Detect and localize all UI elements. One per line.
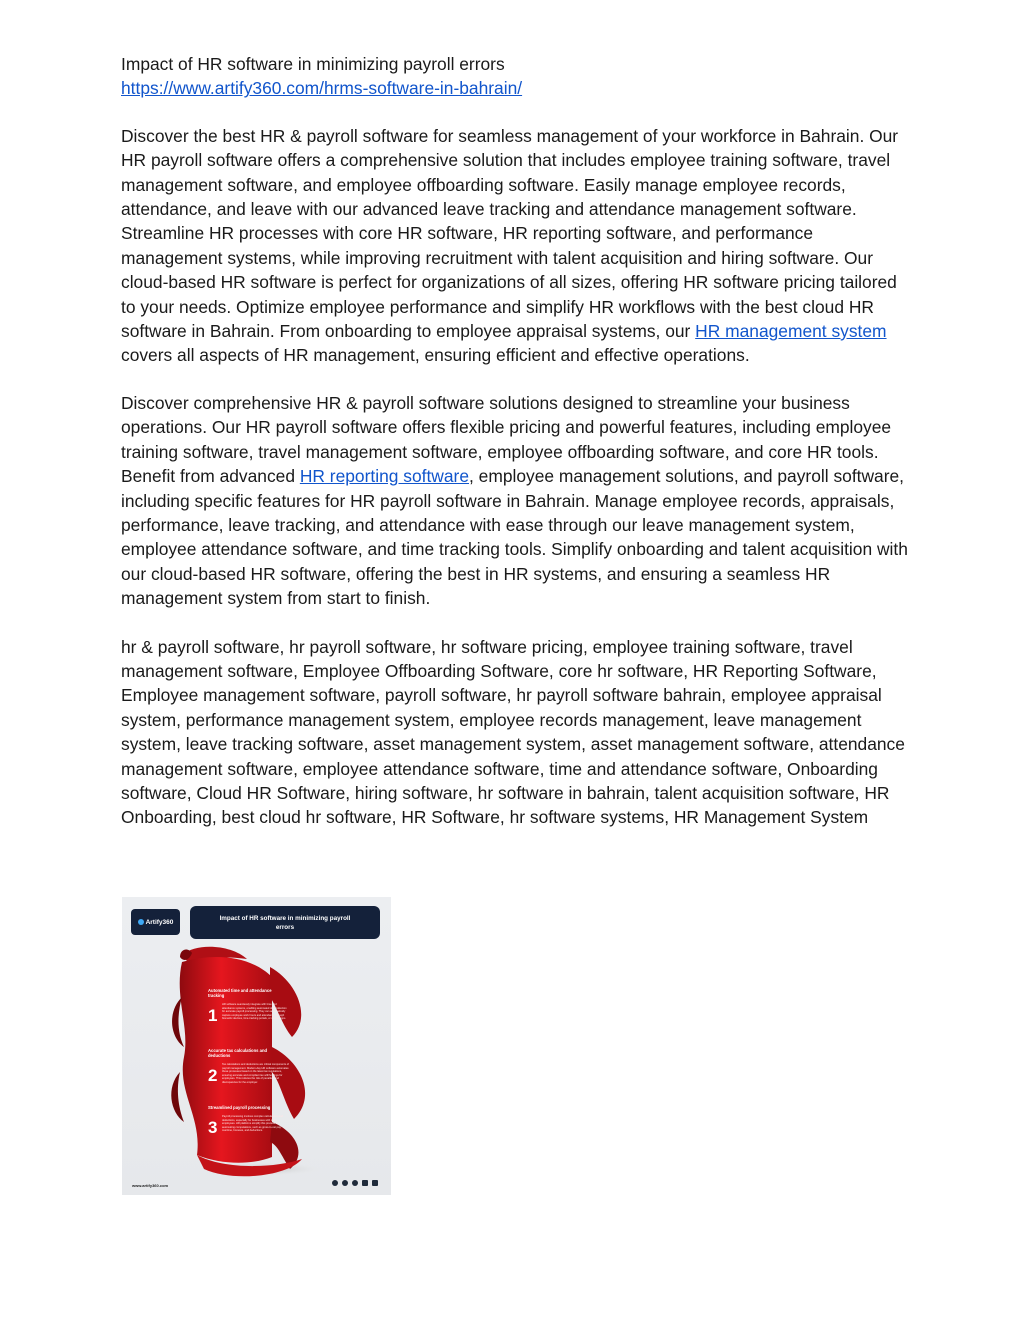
paragraph-1-text-b: covers all aspects of HR management, ensuring efficient and effective operations. (121, 345, 750, 366)
step-2-title: Accurate tax calculations and deductions (208, 1048, 268, 1058)
hr-reporting-software-link[interactable]: HR reporting software (299, 466, 469, 487)
step-1-number: 1 (208, 1006, 218, 1025)
step-1-title: Automated time and attendance tracking (208, 988, 272, 998)
infographic-image (122, 897, 391, 1195)
document-header (121, 52, 911, 101)
document-url-link[interactable]: https://www.artify360.com/hrms-software-in-bahrain/ (121, 78, 523, 99)
step-3-text: Payroll processing involves complex calculations and deductions, especially for businesses with many employees. HR platforms simplify this process by automating computations, such as gross-to-net pay, overtime, bonuses, and deductions. (222, 1115, 283, 1133)
twitter-icon (352, 1180, 358, 1186)
paragraph-2-text-b: , employee management solutions, and payroll software, including specific features for HR payroll software in Bahrain. Manage employee records, appraisals, performance, leave tracking, and attendance with ease through our leave management system, employee attendance software, and time tracking tools. Simplify onboarding and talent acquisition with our cloud-based HR software, offering the best in HR systems, and ensuring a seamless HR management system from start to finish. (121, 466, 908, 609)
hr-management-system-link[interactable]: HR management system (695, 321, 887, 342)
paragraph-1 (121, 124, 911, 368)
paragraph-2-text-a: Discover comprehensive HR & payroll software solutions designed to streamline your business operations. Our HR payroll software offers flexible pricing and powerful features, including employee training software, travel management software, employee offboarding software, and core HR tools. Benefit from advanced (121, 392, 892, 487)
paragraph-2 (121, 391, 911, 611)
infographic-header: Impact of HR software in minimizing payroll errors (190, 906, 380, 939)
step-2-text: Tax calculations and deductions are critical components of payroll management. Modern-day HR software automates these processes based on the latest tax regulations, ensuring accurate and compliant tax withholdings for employees. This reduces the risk of penalties and discrepancies for the employer. (222, 1063, 289, 1084)
step-3-title: Streamlined payroll processing (208, 1105, 271, 1110)
instagram-icon (342, 1180, 348, 1186)
logo-text: Artify360 (145, 918, 174, 926)
step-3-number: 3 (208, 1118, 218, 1137)
infographic-footer-url: www.artify360.com (132, 1183, 169, 1188)
paragraph-1-text-a: Discover the best HR & payroll software for seamless management of your workforce in Bahrain. Our HR payroll software offers a comprehensive solution that includes employee training software, travel management software, and employee offboarding software. Easily manage employee records, attendance, and leave with our advanced leave tracking and attendance management software. Streamline HR processes with core HR software, HR reporting software, and performance management systems, while improving recruitment with talent acquisition and hiring software. Our cloud-based HR software is perfect for organizations of all sizes, offering HR software pricing tailored to your needs. Optimize employee performance and simplify HR workflows with the best cloud HR software in Bahrain. From onboarding to employee appraisal systems, our (121, 125, 899, 342)
keywords-paragraph: hr & payroll software, hr payroll software, hr software pricing, employee training software, travel management software, Employee Offboarding Software, core hr software, HR Reporting Software, Employee management software, payroll software, hr payroll software bahrain, employee appraisal system, performance management system, employee records management, leave management system, leave tracking software, asset management system, asset management software, attendance management software, employee attendance software, time and attendance software, Onboarding software, Cloud HR Software, hiring software, hr software in bahrain, talent acquisition software, HR Onboarding, best cloud hr software, HR Software, hr software systems, HR Management System (121, 636, 905, 828)
social-icons (332, 1180, 378, 1186)
step-2-number: 2 (208, 1066, 218, 1085)
linkedin-icon (362, 1180, 368, 1186)
document-body (121, 52, 911, 830)
step-1-text: HR software seamlessly integrate with time and attendance systems, enabling automated data collection for accurate payroll processing. They can automatically capture employee work hours and attendance through biometric devices, time-tracking portals, or mobile apps. (222, 1003, 287, 1021)
red-ribbon-graphic (122, 897, 391, 1195)
facebook-icon (332, 1180, 338, 1186)
youtube-icon (372, 1180, 378, 1186)
document-title: Impact of HR software in minimizing payroll errors (121, 54, 505, 74)
